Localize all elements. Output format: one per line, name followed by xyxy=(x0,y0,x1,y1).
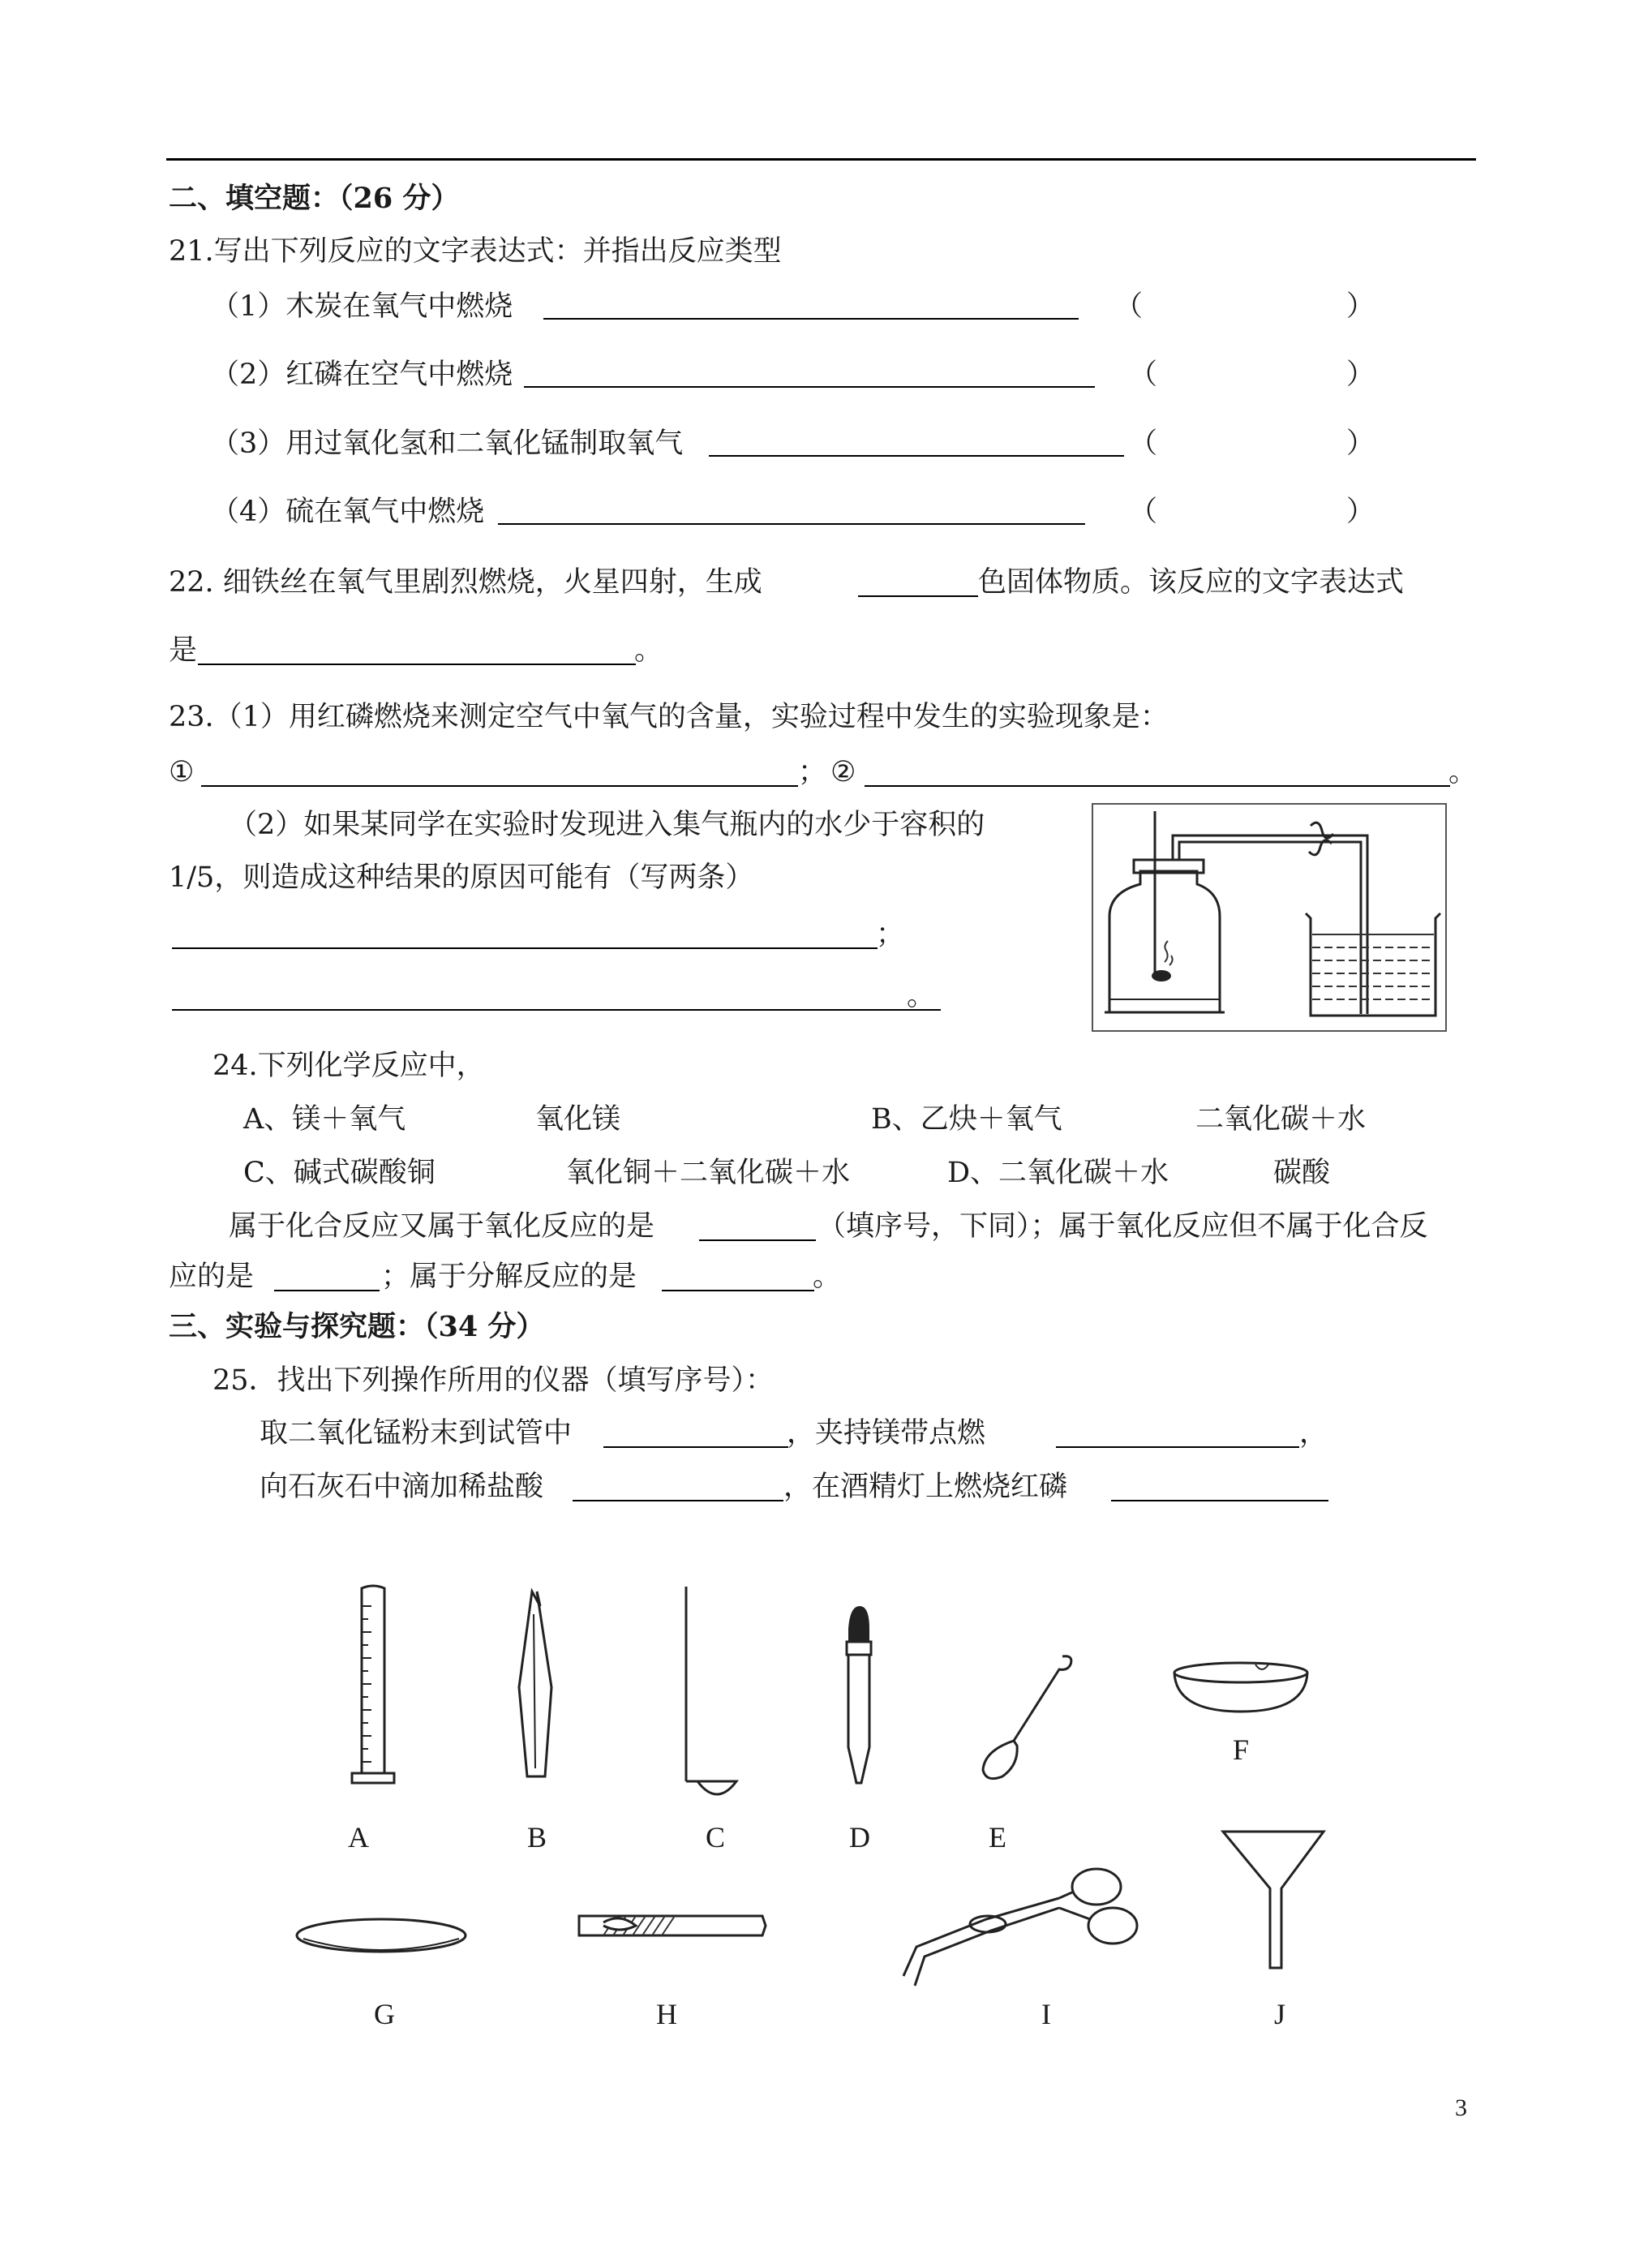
q21-item-1-blank[interactable] xyxy=(543,290,1079,320)
q21-item-3-close: ） xyxy=(1346,427,1375,460)
q23-phenomenon1-blank[interactable] xyxy=(201,758,798,787)
q21-item-2-label: （2）红磷在空气中燃烧 xyxy=(211,359,513,391)
red-phosphorus-apparatus-figure xyxy=(1092,803,1447,1032)
q24-question-d: ；属于分解反应的是 xyxy=(381,1261,637,1293)
evaporating-dish-icon xyxy=(1168,1655,1314,1720)
q21-item-3-label: （3）用过氧化氢和二氧化锰制取氧气 xyxy=(211,427,684,460)
q22-text-b: 色固体物质。该反应的文字表达式 xyxy=(978,566,1405,599)
q21-item-2-open: （ xyxy=(1129,359,1158,391)
q23-sep: ； xyxy=(798,756,827,788)
q21-item-1-label: （1）木炭在氧气中燃烧 xyxy=(211,290,513,323)
instrument-label-F: F xyxy=(1232,1733,1250,1766)
instrument-label-B: B xyxy=(526,1821,547,1853)
q23-stem: 23.（1）用红磷燃烧来测定空气中氧气的含量，实验过程中发生的实验现象是： xyxy=(169,701,1169,733)
dropper-icon xyxy=(830,1601,887,1793)
q25-stem: 25．找出下列操作所用的仪器（填写序号）： xyxy=(212,1364,775,1397)
instrument-label-G: G xyxy=(374,1998,395,2030)
q23-semi: ； xyxy=(876,918,905,951)
q22-expression-blank[interactable] xyxy=(198,636,636,665)
q23-end: 。 xyxy=(1448,756,1478,788)
q23-reason2-blank[interactable] xyxy=(172,982,941,1011)
q21-item-3-blank[interactable] xyxy=(709,427,1124,457)
q25-op2: ，夹持镁带点燃 xyxy=(787,1417,986,1450)
q25-blank-3[interactable] xyxy=(573,1472,783,1501)
q24-question-e: 。 xyxy=(813,1261,842,1293)
q22-period: 。 xyxy=(634,634,663,667)
crucible-tongs-icon xyxy=(897,1862,1148,1992)
instrument-label-C: C xyxy=(705,1821,725,1853)
q24-question-a: 属于化合反应又属于氧化反应的是 xyxy=(229,1210,655,1243)
q21-item-4-label: （4）硫在氧气中燃烧 xyxy=(211,496,485,528)
q25-op4: ，在酒精灯上燃烧红磷 xyxy=(783,1471,1068,1503)
section2-heading: 二、填空题：（26 分） xyxy=(169,182,460,215)
medicine-spoon-icon xyxy=(973,1647,1079,1785)
instrument-label-D: D xyxy=(849,1821,870,1853)
q23-mark2: ② xyxy=(830,756,856,788)
q24-B-left: B、乙炔＋氧气 xyxy=(871,1103,1062,1136)
q24-A-right: 氧化镁 xyxy=(535,1103,621,1136)
instrument-label-E: E xyxy=(989,1821,1006,1853)
q24-A-left: A、镁＋氧气 xyxy=(243,1103,406,1136)
q25-op3: 向石灰石中滴加稀盐酸 xyxy=(260,1471,544,1503)
q25-blank-2[interactable] xyxy=(1056,1419,1299,1448)
q24-D-left: D、二氧化碳＋水 xyxy=(947,1157,1169,1189)
q21-item-2-close: ） xyxy=(1346,359,1375,391)
q22-text-c: 是 xyxy=(169,634,198,667)
graduated-cylinder-icon xyxy=(341,1582,406,1793)
q24-C-left: C、碱式碳酸铜 xyxy=(243,1157,436,1189)
funnel-icon xyxy=(1217,1825,1330,1971)
q21-item-4-close: ） xyxy=(1346,496,1375,528)
q24-question-c: 应的是 xyxy=(169,1261,255,1293)
q23-reason1-blank[interactable] xyxy=(172,920,878,949)
q23-part2-line2: 1/5，则造成这种结果的原因可能有（写两条） xyxy=(169,861,754,894)
q21-item-2-blank[interactable] xyxy=(524,359,1095,388)
q21-item-4-blank[interactable] xyxy=(498,496,1085,525)
header-rule xyxy=(166,158,1476,161)
q24-stem: 24.下列化学反应中， xyxy=(212,1050,485,1082)
q24-question-b: （填序号，下同）；属于氧化反应但不属于化合反 xyxy=(818,1210,1428,1243)
q24-blank-1[interactable] xyxy=(699,1212,816,1241)
q24-C-right: 氧化铜＋二氧化碳＋水 xyxy=(566,1157,851,1189)
q21-item-3-open: （ xyxy=(1129,427,1158,460)
page-number: 3 xyxy=(1455,2094,1467,2121)
q21-item-1-close: ） xyxy=(1346,290,1375,323)
q22-text-a: 22. 细铁丝在氧气里剧烈燃烧，火星四射，生成 xyxy=(169,566,762,599)
q24-blank-2[interactable] xyxy=(274,1262,380,1291)
q21-stem: 21.写出下列反应的文字表达式：并指出反应类型 xyxy=(169,235,782,268)
q25-op1: 取二氧化锰粉末到试管中 xyxy=(260,1417,573,1450)
instrument-label-J: J xyxy=(1273,1998,1285,2030)
q23-period: 。 xyxy=(907,980,936,1012)
combustion-spoon-icon xyxy=(675,1582,756,1809)
q25-blank-1[interactable] xyxy=(603,1419,788,1448)
q24-B-right: 二氧化碳＋水 xyxy=(1195,1103,1367,1136)
q25-blank-4[interactable] xyxy=(1111,1472,1328,1501)
instrument-label-I: I xyxy=(1041,1998,1051,2030)
instrument-label-H: H xyxy=(656,1998,677,2030)
q23-mark1: ① xyxy=(169,756,195,788)
instrument-label-A: A xyxy=(348,1821,369,1853)
section3-heading: 三、实验与探究题：（34 分） xyxy=(169,1310,545,1343)
q23-part2-line1: （2）如果某同学在实验时发现进入集气瓶内的水少于容积的 xyxy=(229,809,985,841)
q21-item-1-open: （ xyxy=(1114,290,1144,323)
q23-phenomenon2-blank[interactable] xyxy=(865,758,1450,787)
watch-glass-icon xyxy=(292,1914,470,1963)
q24-blank-3[interactable] xyxy=(662,1262,814,1291)
tweezers-icon xyxy=(513,1582,561,1793)
q21-item-4-open: （ xyxy=(1129,496,1158,528)
q25-op2-end: ， xyxy=(1299,1417,1328,1450)
q24-D-right: 碳酸 xyxy=(1273,1157,1331,1189)
q22-color-blank[interactable] xyxy=(858,568,978,597)
test-tube-holder-icon xyxy=(571,1898,774,1963)
